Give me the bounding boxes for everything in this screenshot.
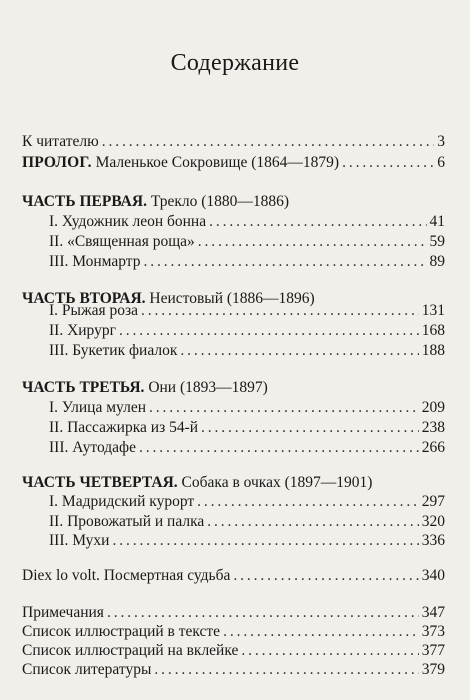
part-head: ЧАСТЬ ВТОРАЯ. <box>22 290 146 307</box>
entry-label: I. Художник леон бонна <box>49 213 207 230</box>
leader-dots <box>198 232 427 252</box>
part-title: Собака в очках (1897—1901) <box>177 474 373 491</box>
leader-dots <box>154 660 418 680</box>
toc-entry-chapter[interactable] <box>49 321 445 341</box>
entry-page: 373 <box>421 623 445 640</box>
entry-page: 320 <box>421 513 445 530</box>
part-heading-4[interactable] <box>22 473 372 493</box>
part-heading-3[interactable] <box>22 378 268 398</box>
entry-label: К читателю <box>22 133 99 150</box>
entry-page: 3 <box>437 133 445 150</box>
toc-entry-chapter[interactable] <box>49 212 445 232</box>
toc-entry-illustrations-text[interactable] <box>22 622 445 642</box>
leader-dots <box>209 212 426 232</box>
toc-entry-chapter[interactable] <box>49 232 445 252</box>
entry-page: 347 <box>421 604 445 621</box>
entry-page: 379 <box>421 661 445 678</box>
entry-page: 209 <box>421 399 445 416</box>
entry-page: 89 <box>429 253 445 270</box>
leader-dots <box>112 531 418 551</box>
leader-dots <box>223 622 419 642</box>
part-title: Неистовый (1886—1896) <box>145 290 315 307</box>
entry-label: II. Провожатый и палка <box>49 513 205 530</box>
toc-entry-chapter[interactable] <box>49 512 445 532</box>
entry-label: I. Мадридский курорт <box>49 493 195 510</box>
entry-head: ПРОЛОГ. <box>22 154 92 171</box>
leader-dots <box>141 301 419 321</box>
toc-entry-chapter[interactable] <box>49 531 445 551</box>
part-head: ЧАСТЬ ТРЕТЬЯ. <box>22 379 145 396</box>
entry-page: 168 <box>421 322 445 339</box>
entry-page: 377 <box>421 642 445 659</box>
entry-label <box>22 153 339 173</box>
entry-label: Список иллюстраций на вклейке <box>22 642 239 659</box>
entry-label: II. Хирург <box>49 322 116 339</box>
part-head: ЧАСТЬ ЧЕТВЕРТАЯ. <box>22 474 178 491</box>
toc-entry-chapter[interactable] <box>49 252 445 272</box>
entry-label: III. Мухи <box>49 532 110 549</box>
entry-label: II. Пассажирка из 54-й <box>49 419 199 436</box>
leader-dots <box>207 512 418 532</box>
toc-entry-prologue[interactable] <box>22 153 445 173</box>
toc-entry-notes[interactable] <box>22 603 445 623</box>
entry-label: Примечания <box>22 604 104 621</box>
toc-entry-chapter[interactable] <box>49 438 445 458</box>
toc-entry-foreword[interactable] <box>22 132 445 152</box>
leader-dots <box>102 132 435 152</box>
leader-dots <box>119 321 419 341</box>
toc-entry-chapter[interactable] <box>49 341 445 361</box>
page-title: Содержание <box>170 50 300 76</box>
entry-page: 238 <box>421 419 445 436</box>
entry-label: II. «Священная роща» <box>49 233 195 250</box>
entry-label: III. Аутодафе <box>49 439 136 456</box>
toc-entry-chapter[interactable] <box>49 301 445 321</box>
entry-label: III. Букетик фиалок <box>49 342 178 359</box>
part-title: Они (1893—1897) <box>144 379 268 396</box>
entry-page: 266 <box>421 439 445 456</box>
toc-entry-epilogue[interactable] <box>22 566 445 586</box>
entry-page: 336 <box>421 532 445 549</box>
entry-label: III. Монмартр <box>49 253 141 270</box>
entry-label: Список иллюстраций в тексте <box>22 623 221 640</box>
part-title: Трекло (1880—1886) <box>146 193 290 210</box>
leader-dots <box>107 603 419 623</box>
entry-page: 6 <box>437 154 445 171</box>
part-heading-1[interactable] <box>22 192 289 212</box>
entry-label: Список литературы <box>22 661 152 678</box>
leader-dots <box>241 641 418 661</box>
leader-dots <box>342 153 434 173</box>
toc-entry-bibliography[interactable] <box>22 660 445 680</box>
toc-entry-illustrations-insert[interactable] <box>22 641 445 661</box>
leader-dots <box>233 566 418 586</box>
toc-entry-chapter[interactable] <box>49 492 445 512</box>
entry-page: 188 <box>421 342 445 359</box>
entry-page: 131 <box>421 302 445 319</box>
leader-dots <box>144 252 427 272</box>
entry-title: Маленькое Сокровище (1864—1879) <box>91 154 340 171</box>
entry-label: I. Улица мулен <box>49 399 147 416</box>
entry-page: 59 <box>429 233 445 250</box>
leader-dots <box>201 418 419 438</box>
entry-label: I. Рыжая роза <box>49 302 139 319</box>
entry-label: Diex lo volt. Посмертная судьба <box>22 567 231 584</box>
leader-dots <box>139 438 419 458</box>
entry-page: 297 <box>421 493 445 510</box>
entry-page: 41 <box>429 213 445 230</box>
leader-dots <box>180 341 418 361</box>
leader-dots <box>149 398 419 418</box>
part-head: ЧАСТЬ ПЕРВАЯ. <box>22 193 147 210</box>
toc-entry-chapter[interactable] <box>49 398 445 418</box>
entry-page: 340 <box>421 567 445 584</box>
toc-entry-chapter[interactable] <box>49 418 445 438</box>
leader-dots <box>197 492 419 512</box>
